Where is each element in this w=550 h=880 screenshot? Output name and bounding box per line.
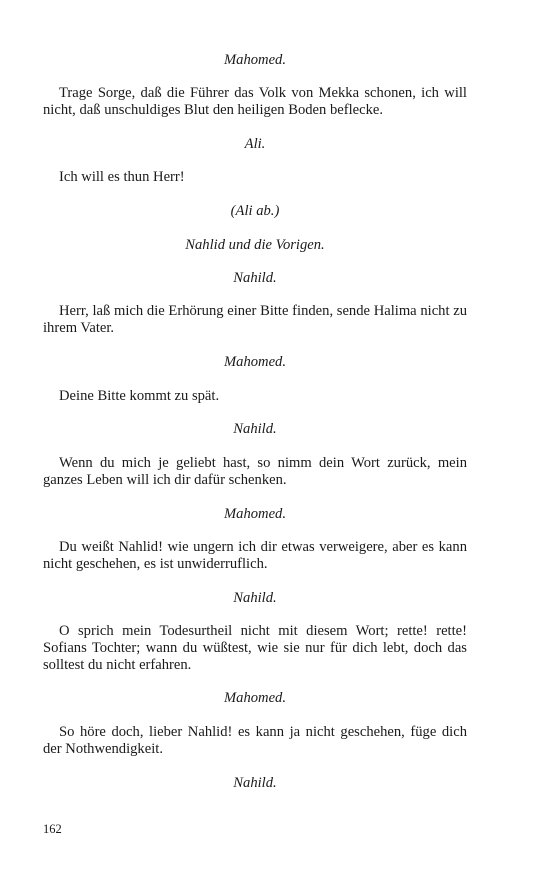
dialogue-paragraph: Herr, laß mich die Erhörung einer Bitte finden, sende Halima nicht zu ihrem Vater.	[43, 303, 467, 336]
stage-direction: (Ali ab.)	[230, 203, 280, 219]
speaker-label: Nahild.	[233, 270, 277, 286]
dialogue-paragraph: Wenn du mich je geliebt hast, so nimm dein Wort zurück, mein ganzes Leben will ich dir dafür schenken.	[43, 455, 467, 488]
page-number: 162	[43, 822, 62, 836]
dialogue-paragraph: Du weißt Nahlid! wie ungern ich dir etwas verweigere, aber es kann nicht geschehen, es ist unwiderruflich.	[43, 539, 467, 572]
speaker-label: Nahild.	[233, 775, 277, 791]
stage-direction: Nahlid und die Vorigen.	[185, 237, 325, 253]
speaker-label: Mahomed.	[223, 354, 286, 370]
dialogue-paragraph: Deine Bitte kommt zu spät.	[59, 388, 220, 404]
dialogue-paragraph: O sprich mein Todesurtheil nicht mit diesem Wort; rette! rette! Sofians Tochter; wann du wüßtest, wie sie nur für dich lebt, doch das solltest du nicht erfahren.	[43, 623, 467, 673]
speaker-label: Nahild.	[233, 421, 277, 437]
dialogue-paragraph: So höre doch, lieber Nahlid! es kann ja nicht geschehen, füge dich der Nothwendigkeit.	[43, 724, 467, 757]
speaker-label: Mahomed.	[223, 52, 286, 68]
speaker-label: Ali.	[244, 136, 266, 152]
dialogue-paragraph: Trage Sorge, daß die Führer das Volk von Mekka schonen, ich will nicht, daß unschuldiges Blut den heiligen Boden beflecke.	[43, 85, 467, 118]
speaker-label: Mahomed.	[223, 690, 286, 706]
dialogue-paragraph: Ich will es thun Herr!	[59, 169, 185, 185]
speaker-label: Mahomed.	[223, 506, 286, 522]
speaker-label: Nahild.	[233, 590, 277, 606]
